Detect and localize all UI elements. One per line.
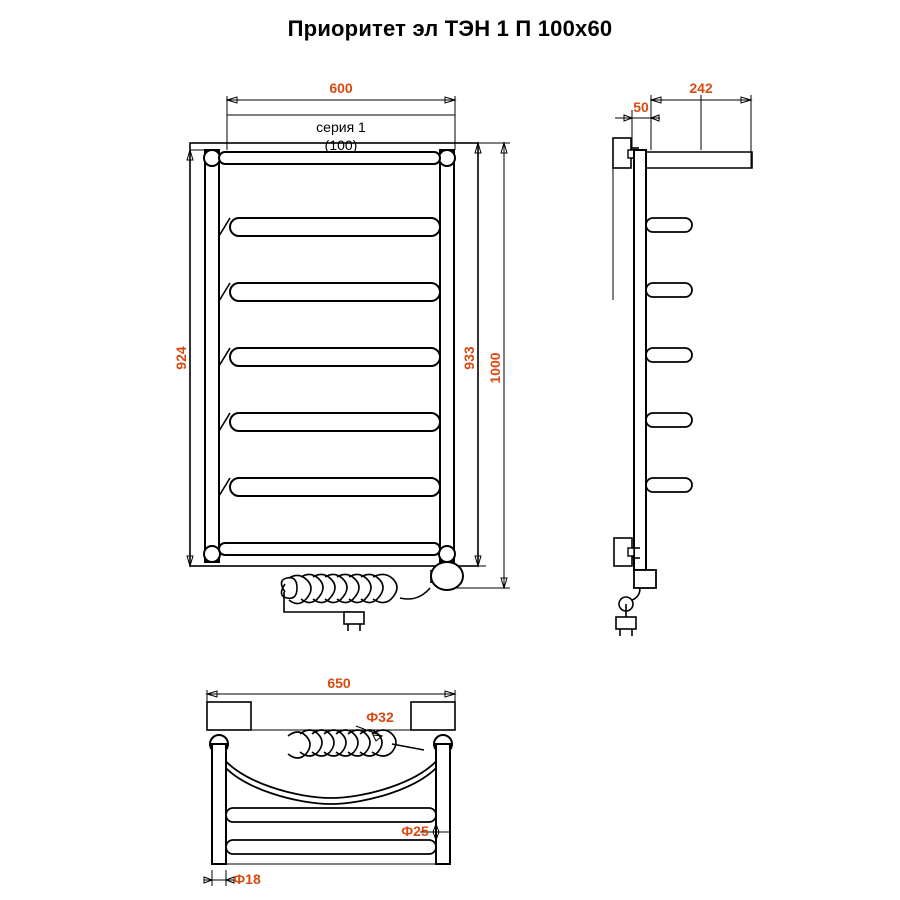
side-rungs [646, 218, 692, 492]
dim-top-tube-diameter: Ф25 [401, 823, 429, 839]
dim-top-spiral-diameter: Ф32 [366, 709, 394, 725]
dim-front-width: 600 [329, 80, 353, 96]
label-series-line2: (100) [324, 137, 358, 153]
label-series-line1: серия 1 [316, 119, 366, 135]
dim-front-height-inner: 933 [461, 346, 477, 370]
dim-side-depth: 242 [689, 80, 713, 96]
dim-top-small-diameter: Ф18 [233, 871, 261, 887]
top-view-group [204, 675, 455, 887]
dim-front-height-left: 924 [173, 346, 189, 370]
page-title: Приоритет эл ТЭН 1 П 100х60 [287, 16, 613, 41]
power-cord [281, 574, 430, 631]
dim-side-bracket: 50 [633, 99, 649, 115]
dim-top-width: 650 [327, 675, 351, 691]
front-view-group [173, 80, 510, 631]
front-rungs [219, 152, 440, 555]
dim-front-height-total: 1000 [487, 352, 503, 384]
side-view-group [613, 80, 752, 636]
side-power-cord [616, 588, 640, 636]
top-power-cord [288, 730, 424, 758]
